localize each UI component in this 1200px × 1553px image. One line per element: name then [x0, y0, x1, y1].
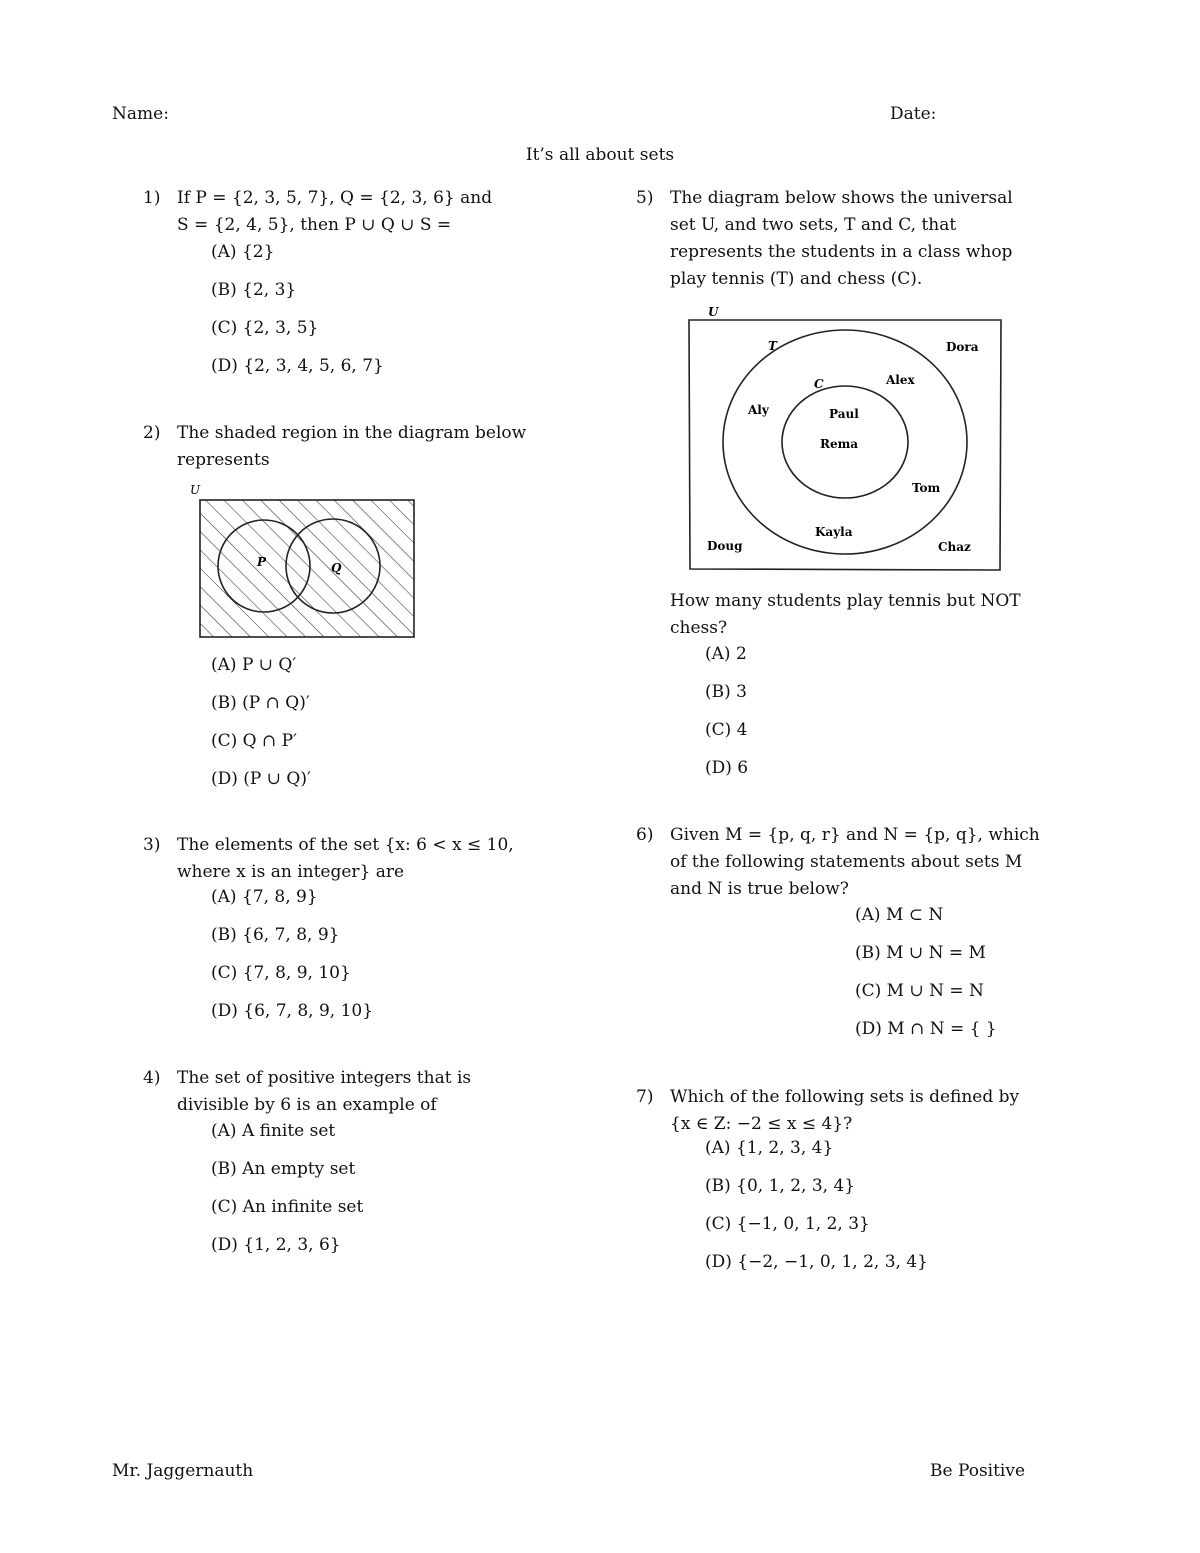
- question-4: [143, 1065, 471, 1119]
- option-d: (D) M ∩ N = { }: [855, 1019, 997, 1039]
- option-c: (C) M ∪ N = N: [855, 981, 984, 1001]
- question-stem: The set of positive integers that is divisible by 6 is an example of: [177, 1068, 472, 1115]
- question-stem: Which of the following sets is defined by {x ∈ Z: −2 ≤ x ≤ 4}?: [670, 1087, 1020, 1134]
- question-number: 5): [636, 188, 654, 208]
- venn-diagram-pq: [185, 480, 425, 645]
- name-alex: Alex: [886, 373, 915, 387]
- question-1: [143, 185, 492, 239]
- footer-author: Mr. Jaggernauth: [112, 1461, 254, 1481]
- question-number: 6): [636, 825, 654, 845]
- set-q-label: Q: [331, 561, 342, 575]
- question-5-followup: How many students play tennis but NOT chess?: [670, 591, 1021, 638]
- option-a: (A) {1, 2, 3, 4}: [705, 1138, 834, 1158]
- option-b: (B) {2, 3}: [211, 280, 297, 300]
- option-b: (B) (P ∩ Q)′: [211, 693, 310, 713]
- set-c-label: C: [814, 377, 824, 391]
- name-dora: Dora: [946, 340, 979, 354]
- universe-label: U: [190, 483, 201, 497]
- name-aly: Aly: [748, 403, 769, 417]
- question-stem: The diagram below shows the universal set U, and two sets, T and C, that represents the students in a class whop play tennis (T) and chess (C).: [670, 188, 1013, 289]
- option-a: (A) {2}: [211, 242, 275, 262]
- set-t-label: T: [768, 339, 777, 353]
- option-c: (C) An infinite set: [211, 1197, 364, 1217]
- name-label: Name:: [112, 104, 169, 124]
- option-b: (B) 3: [705, 682, 747, 702]
- question-5: [636, 185, 1013, 293]
- option-a: (A) P ∪ Q′: [211, 655, 297, 675]
- question-stem: If P = {2, 3, 5, 7}, Q = {2, 3, 6} and S = {2, 4, 5}, then P ∪ Q ∪ S =: [177, 188, 493, 235]
- question-number: 2): [143, 423, 161, 443]
- option-a: (A) M ⊂ N: [855, 905, 944, 925]
- question-stem: The shaded region in the diagram below represents: [177, 423, 527, 470]
- option-d: (D) {2, 3, 4, 5, 6, 7}: [211, 356, 384, 376]
- question-3: [143, 832, 514, 886]
- option-c: (C) {−1, 0, 1, 2, 3}: [705, 1214, 870, 1234]
- question-number: 4): [143, 1068, 161, 1088]
- date-label: Date:: [890, 104, 937, 124]
- option-c: (C) Q ∩ P′: [211, 731, 297, 751]
- question-number: 7): [636, 1087, 654, 1107]
- question-number: 3): [143, 835, 161, 855]
- question-number: 1): [143, 188, 161, 208]
- option-d: (D) {6, 7, 8, 9, 10}: [211, 1001, 374, 1021]
- option-d: (D) {−2, −1, 0, 1, 2, 3, 4}: [705, 1252, 928, 1272]
- option-a: (A) 2: [705, 644, 747, 664]
- question-6: [636, 822, 1040, 903]
- page-title: It’s all about sets: [525, 145, 675, 165]
- option-b: (B) {6, 7, 8, 9}: [211, 925, 340, 945]
- name-paul: Paul: [829, 407, 859, 421]
- option-c: (C) {2, 3, 5}: [211, 318, 319, 338]
- set-p-label: P: [257, 555, 267, 569]
- option-d: (D) (P ∪ Q)′: [211, 769, 311, 789]
- footer-motto: Be Positive: [930, 1461, 1026, 1481]
- question-stem: Given M = {p, q, r} and N = {p, q}, which of the following statements about sets M and N is true below?: [670, 825, 1040, 899]
- name-doug: Doug: [707, 539, 743, 553]
- option-a: (A) {7, 8, 9}: [211, 887, 318, 907]
- name-kayla: Kayla: [815, 525, 853, 539]
- universe-label: U: [708, 305, 719, 319]
- option-d: (D) {1, 2, 3, 6}: [211, 1235, 341, 1255]
- question-stem: The elements of the set {x: 6 < x ≤ 10, where x is an integer} are: [177, 835, 514, 882]
- question-2: [143, 420, 526, 474]
- option-a: (A) A finite set: [211, 1121, 336, 1141]
- option-d: (D) 6: [705, 758, 749, 778]
- venn-diagram-tc: [680, 300, 1010, 580]
- name-rema: Rema: [820, 437, 859, 451]
- name-tom: Tom: [912, 481, 941, 495]
- option-b: (B) {0, 1, 2, 3, 4}: [705, 1176, 856, 1196]
- option-b: (B) An empty set: [211, 1159, 356, 1179]
- name-chaz: Chaz: [938, 540, 971, 554]
- option-c: (C) {7, 8, 9, 10}: [211, 963, 351, 983]
- option-b: (B) M ∪ N = M: [855, 943, 986, 963]
- universe-rectangle: [200, 500, 414, 637]
- question-7: [636, 1084, 1019, 1138]
- option-c: (C) 4: [705, 720, 748, 740]
